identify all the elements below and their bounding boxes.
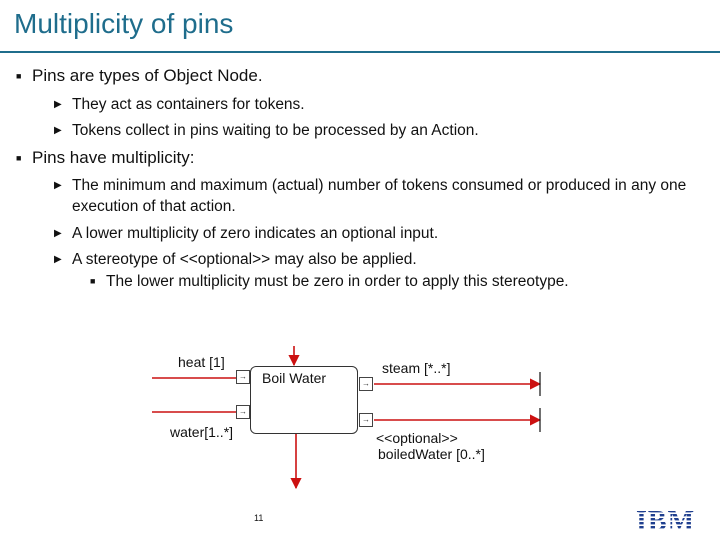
bullet-text: Pins are types of Object Node. (32, 66, 263, 85)
action-name: Boil Water (262, 370, 327, 386)
square-bullet-icon: ■ (90, 276, 96, 286)
heat-input-pin: → (236, 370, 250, 384)
bullet-text: Pins have multiplicity: (32, 148, 195, 167)
slide-title: Multiplicity of pins (14, 8, 234, 39)
sub-bullet-text: A stereotype of <<optional>> may also be applied. (72, 251, 417, 268)
ibm-logo (632, 506, 708, 534)
steam-pin-label: steam [*..*] (382, 360, 451, 376)
slide-number: 11 (254, 513, 264, 523)
svg-text:IBM: IBM (636, 506, 695, 534)
boiled-water-pin-label: boiledWater [0..*] (378, 446, 485, 462)
optional-stereotype-label: <<optional>> (376, 430, 458, 446)
sub-bullet-text: The minimum and maximum (actual) number of tokens consumed or produced in any one execution of that action. (72, 177, 687, 215)
bullet-pins-are-types (16, 66, 263, 86)
sub-bullet-text: Tokens collect in pins waiting to be processed by an Action. (72, 122, 479, 139)
water-input-pin: → (236, 405, 250, 419)
steam-output-pin: → (359, 377, 373, 391)
square-bullet-icon: ■ (16, 153, 22, 163)
triangle-bullet-icon: ▶ (54, 125, 62, 136)
square-bullet-icon: ■ (16, 71, 22, 81)
triangle-bullet-icon: ▶ (54, 254, 62, 265)
triangle-bullet-icon: ▶ (54, 180, 62, 191)
sub-bullet-text: They act as containers for tokens. (72, 96, 305, 113)
sub-bullet-lower-zero (54, 223, 704, 244)
sub-sub-bullet-text: The lower multiplicity must be zero in order to apply this stereotype. (106, 273, 569, 290)
triangle-bullet-icon: ▶ (54, 99, 62, 110)
bullet-pins-have-multiplicity (16, 148, 195, 168)
sub-bullet-text: A lower multiplicity of zero indicates an optional input. (72, 225, 439, 242)
sub-bullet-stereotype (54, 249, 704, 270)
sub-sub-bullet-lower-must-be-zero (90, 273, 569, 291)
triangle-bullet-icon: ▶ (54, 228, 62, 239)
activity-diagram (0, 330, 720, 500)
sub-bullet-containers (54, 94, 694, 115)
heat-pin-label: heat [1] (178, 354, 225, 370)
sub-bullet-tokens-collect (54, 120, 694, 141)
boiled-water-output-pin: → (359, 413, 373, 427)
sub-bullet-min-max (54, 175, 704, 217)
water-pin-label: water[1..*] (170, 424, 234, 440)
title-divider (0, 51, 720, 53)
